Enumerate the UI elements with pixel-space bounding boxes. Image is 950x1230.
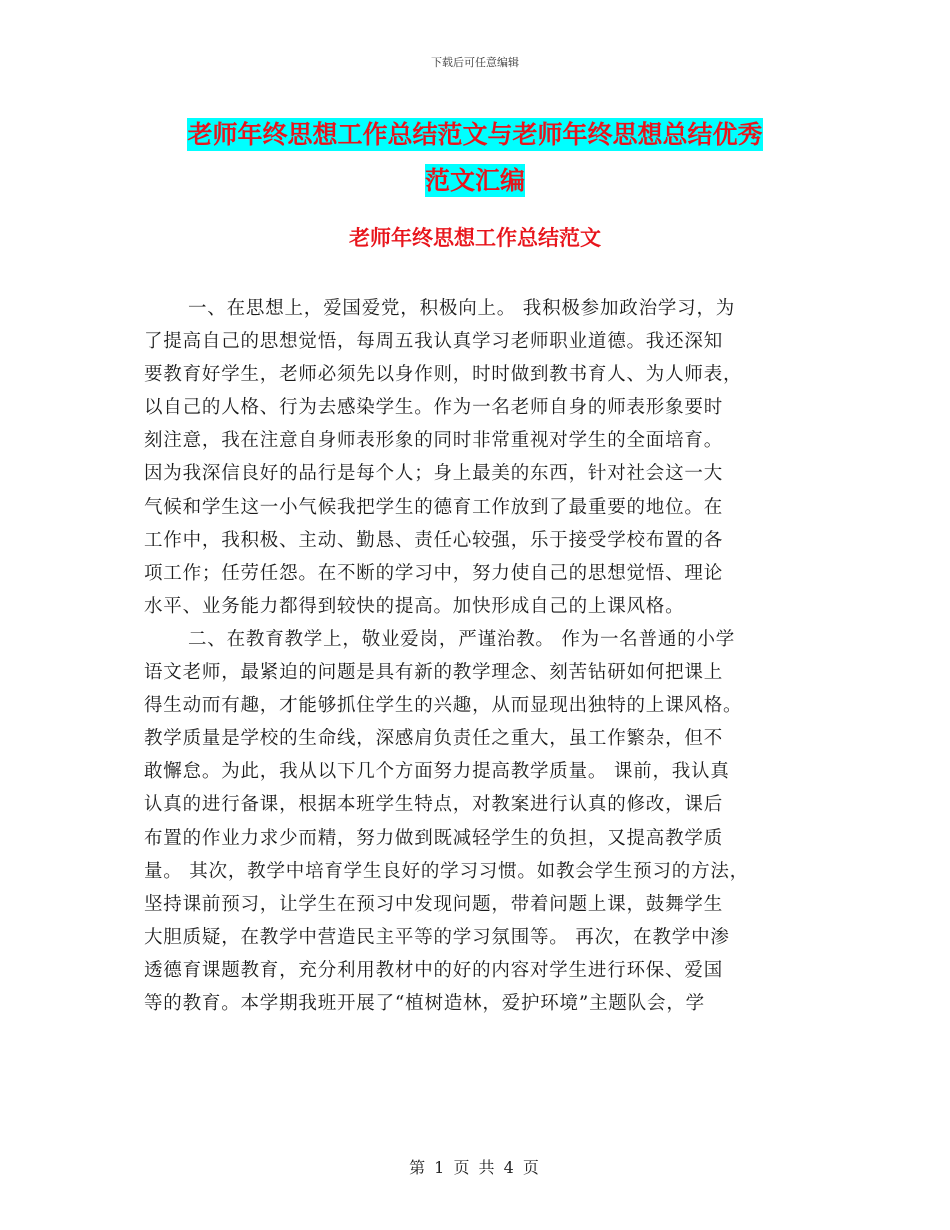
text-line: 坚持课前预习，让学生在预习中发现问题，带着问题上课，鼓舞学生: [144, 893, 724, 915]
body-text: [144, 292, 812, 1020]
text-line: 认真的进行备课，根据本班学生特点，对教案进行认真的修改，课后: [144, 794, 724, 816]
page-footer: 第 1 页 共 4 页: [409, 1158, 541, 1177]
text-line: 量。 其次，教学中培育学生良好的学习习惯。如教会学生预习的方法，: [144, 860, 749, 882]
text-line: 等的教育。本学期我班开展了“植树造林，爱护环境”主题队会，学: [144, 992, 705, 1014]
text-line: 以自己的人格、行为去感染学生。作为一名老师自身的师表形象要时: [144, 397, 724, 419]
text-line: 工作中，我积极、主动、勤恳、责任心较强，乐于接受学校布置的各: [144, 529, 724, 551]
text-line: 一、在思想上，爱国爱党，积极向上。 我积极参加政治学习，为: [188, 298, 736, 319]
text-line: 要教育好学生，老师必须先以身作则，时时做到教书育人、为人师表，: [144, 364, 743, 386]
text-line: 因为我深信良好的品行是每个人；身上最美的东西，针对社会这一大: [144, 463, 724, 485]
section-title: 老师年终思想工作总结范文: [349, 225, 601, 250]
text-line: 透德育课题教育，充分利用教材中的好的内容对学生进行环保、爱国: [144, 959, 724, 981]
text-line: 大胆质疑，在教学中营造民主平等的学习氛围等。 再次，在教学中渗: [144, 926, 730, 948]
text-line: 气候和学生这一小气候我把学生的德育工作放到了最重要的地位。在: [144, 496, 724, 518]
title-line-2: 范文汇编: [424, 166, 525, 195]
title-line-1: 老师年终思想工作总结范文与老师年终思想总结优秀: [187, 120, 763, 149]
text-line: 了提高自己的思想觉悟，每周五我认真学习老师职业道德。我还深知: [144, 331, 724, 353]
text-line: 二、在教育教学上，敬业爱岗，严谨治教。 作为一名普通的小学: [188, 628, 736, 650]
text-line: 语文老师，最紧迫的问题是具有新的教学理念、刻苦钻研如何把课上: [144, 662, 724, 684]
text-line: 布置的作业力求少而精，努力做到既减轻学生的负担，又提高教学质: [144, 827, 724, 849]
text-line: 刻注意，我在注意自身师表形象的同时非常重视对学生的全面培育。: [144, 430, 724, 452]
header-note: 下载后可任意编辑: [431, 56, 519, 69]
text-line: 教学质量是学校的生命线，深感肩负责任之重大，虽工作繁杂，但不: [144, 728, 724, 750]
text-line: 敢懈怠。为此，我从以下几个方面努力提高教学质量。 课前，我认真: [144, 761, 730, 783]
text-line: 项工作；任劳任怨。在不断的学习中，努力使自己的思想觉悟、理论: [144, 562, 724, 584]
text-line: 得生动而有趣，才能够抓住学生的兴趣，从而显现出独特的上课风格。: [144, 695, 743, 717]
document-title: [0, 112, 950, 204]
text-line: 水平、业务能力都得到较快的提高。加快形成自己的上课风格。: [144, 595, 685, 617]
